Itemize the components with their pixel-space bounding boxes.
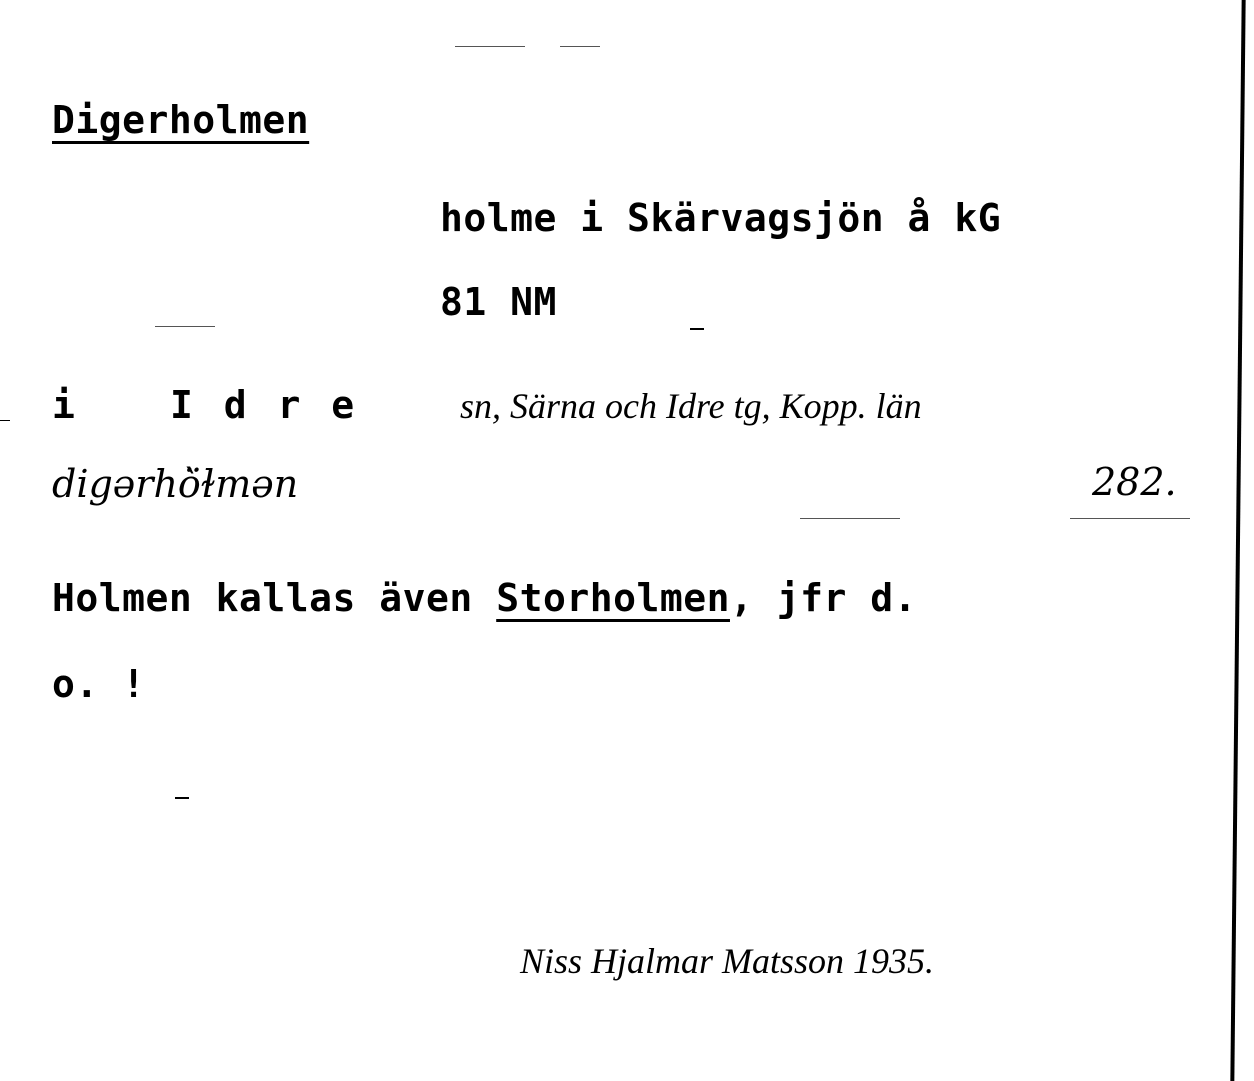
signature: Niss Hjalmar Matsson 1935. (520, 941, 935, 981)
scan-speck (800, 518, 900, 519)
note-link: Storholmen (496, 576, 730, 620)
note-line-1 (52, 576, 917, 620)
note-mark: ! (122, 662, 146, 706)
scan-speck (1070, 518, 1190, 519)
scan-speck (155, 326, 215, 327)
scan-speck (455, 46, 525, 47)
description-line-2: 81 NM (440, 280, 557, 324)
note-line-2-text: o. (52, 662, 99, 706)
note-before: Holmen kallas även (52, 576, 473, 620)
parish-prefix: i (52, 383, 76, 427)
record-number: 282. (1092, 460, 1177, 504)
pronunciation: digərhö̀ɫmən (52, 462, 299, 506)
scan-speck (560, 46, 600, 47)
note-after: , jfr d. (729, 576, 918, 620)
scan-speck (0, 420, 10, 421)
scan-speck (175, 797, 189, 799)
card-edge-line (1230, 0, 1245, 1081)
scan-speck (690, 328, 704, 330)
parish-name: I d r e (170, 383, 359, 427)
description-line-1: holme i Skärvagsjön å kG (440, 196, 1002, 240)
note-line-2 (52, 662, 146, 706)
parish-rest: sn, Särna och Idre tg, Kopp. län (460, 386, 922, 426)
card-title: Digerholmen (52, 98, 310, 142)
